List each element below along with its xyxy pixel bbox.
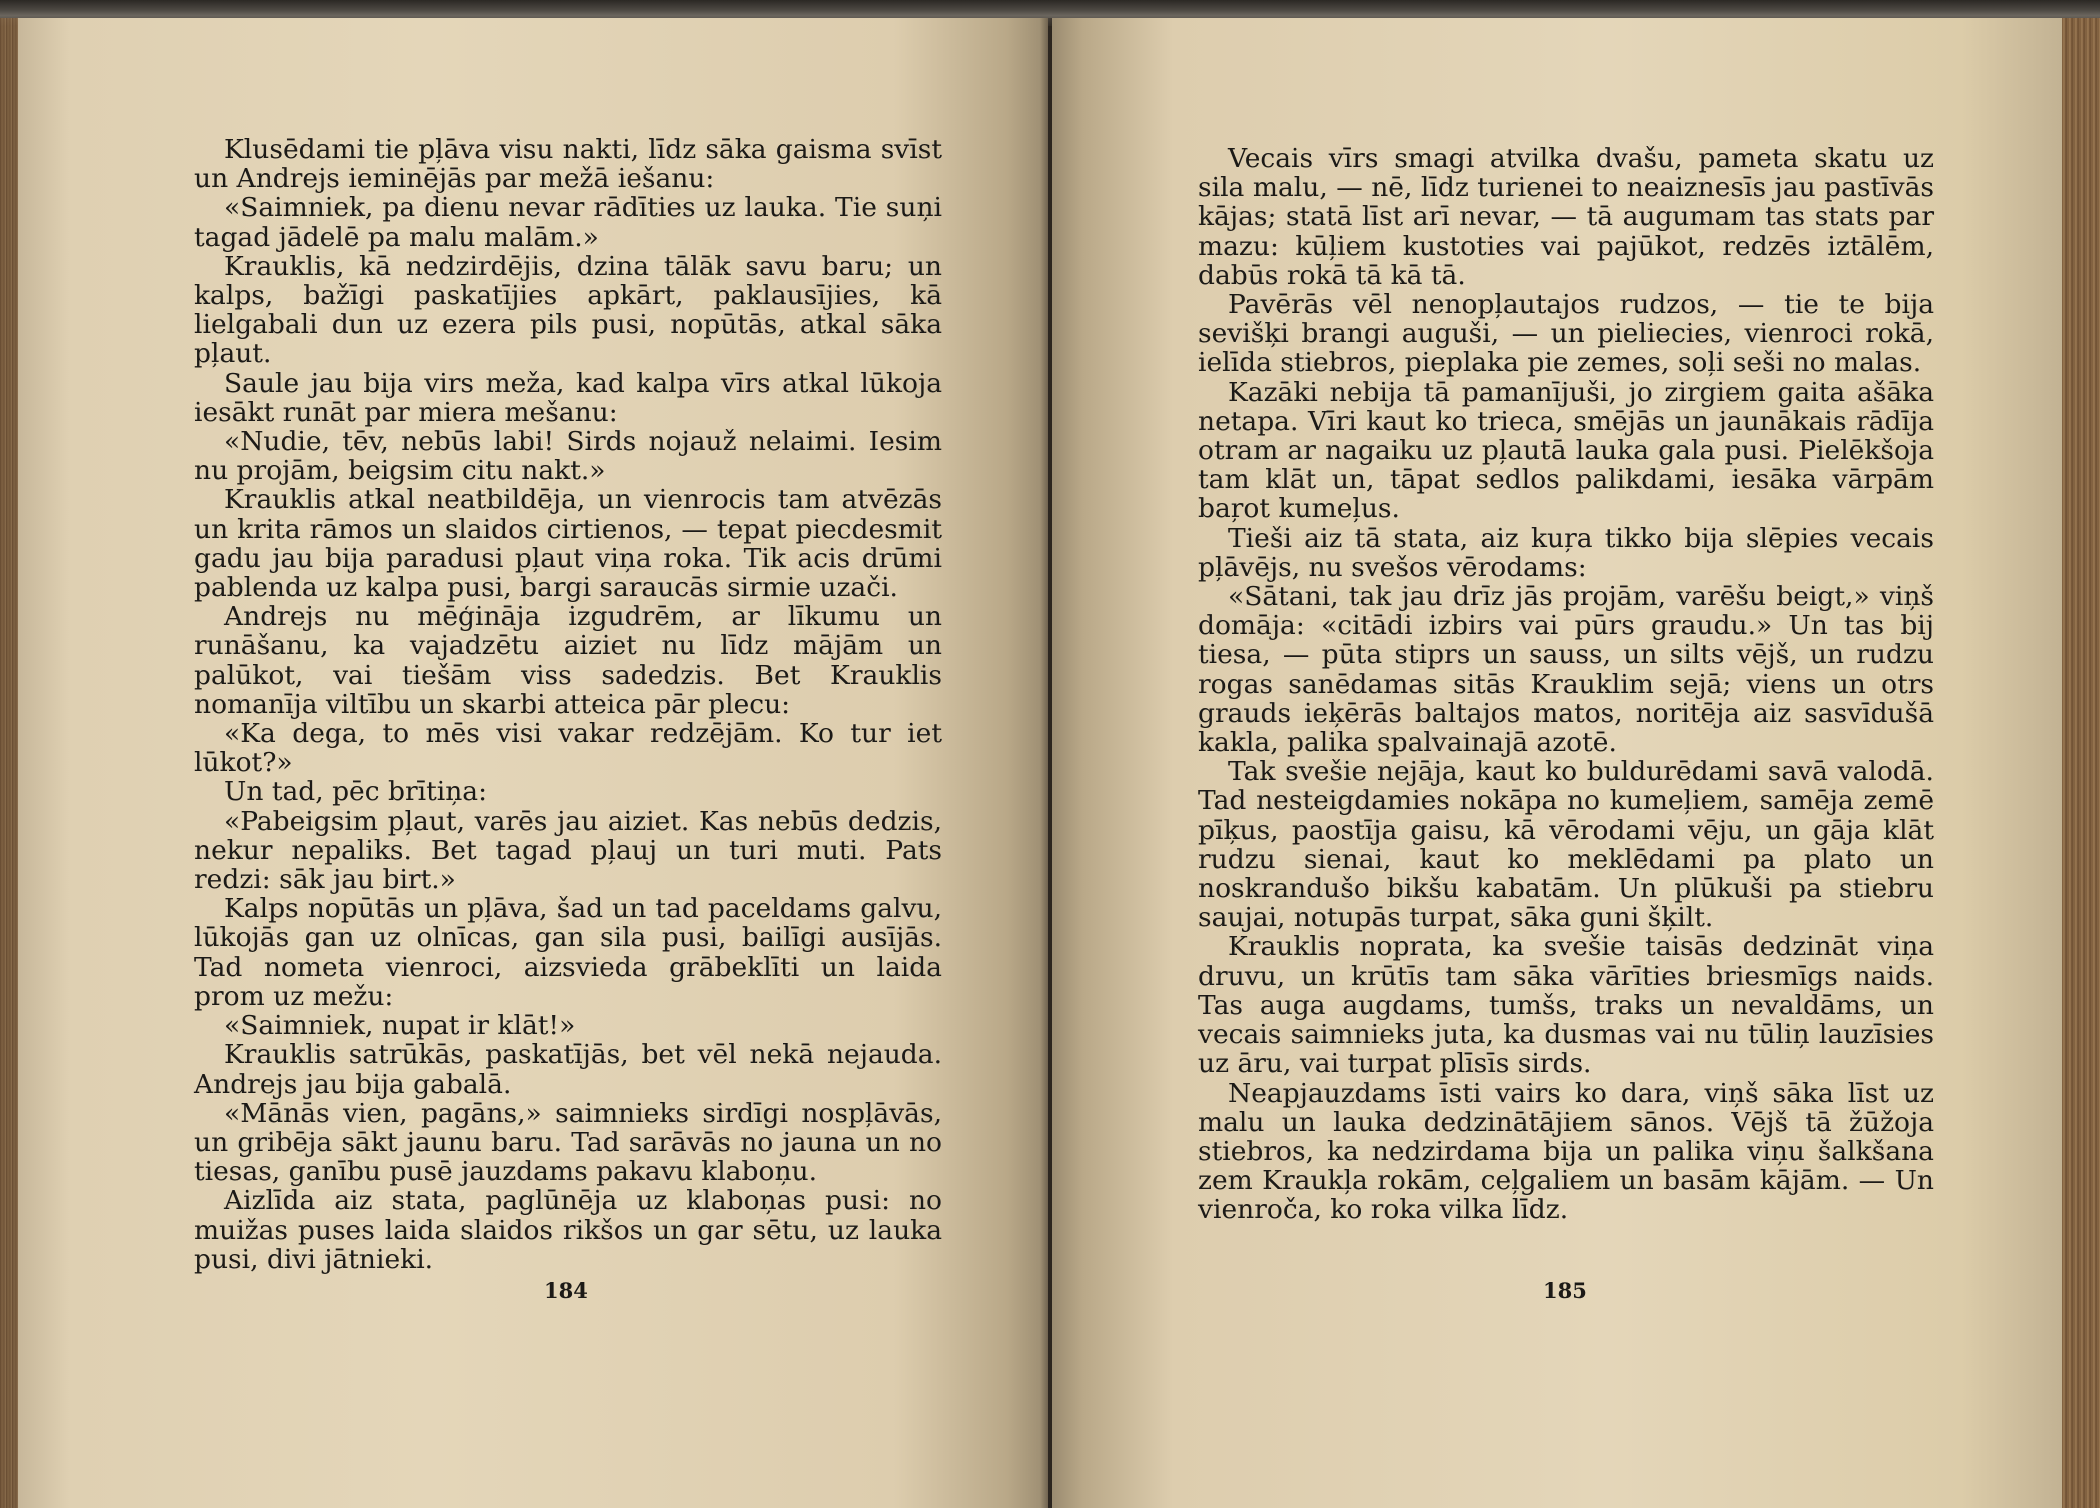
paragraph: Klusēdami tie pļāva visu nakti, līdz sāka gaisma svīst un Andrejs ieminējās par mežā iešanu: xyxy=(194,134,942,195)
right-page xyxy=(1052,18,2062,1508)
paragraph: Aizlīda aiz stata, paglūnēja uz klaboņas pusi: no muižas puses laida slaidos rikšos un gar sētu, uz lauka pusi, divi jātnieki. xyxy=(194,1185,942,1275)
paragraph: Un tad, pēc brītiņa: xyxy=(224,776,488,808)
paragraph: «Saimniek, pa dienu nevar rādīties uz lauka. Tie suņi tagad jādelē pa malu malām.» xyxy=(194,192,942,253)
paragraph: Pavērās vēl nenopļautajos rudzos, — tie te bija sevišķi brangi auguši, — un pieliecies, vienroci rokā, ielīda stiebros, pieplaka pie zemes, soļi seši no malas. xyxy=(1198,289,1934,379)
paragraph: «Sātani, tak jau drīz jās projām, varēšu beigt,» viņš domāja: «citādi izbirs vai pūrs graudu.» Un tas bij tiesa, — pūta stiprs un sauss, un silts vējš, un rudzu rogas sanēdamas sitās Krauklim sejā; viens un otrs grauds ieķērās baltajos matos, noritēja aiz sasvīdušā kakla, palika spalvainajā azotē. xyxy=(1198,581,1934,759)
paragraph: Kazāki nebija tā pamanījuši, jo zirgiem gaita ašāka netapa. Vīri kaut ko trieca, smējās un jaunākais rādīja otram ar nagaiku uz pļautā lauka gala pusi. Pielēkšoja tam klāt un, tāpat sedlos palikdami, iesāka vārpām baŗot kumeļus. xyxy=(1198,376,1934,525)
paragraph: Saule jau bija virs meža, kad kalpa vīrs atkal lūkoja iesākt runāt par miera mešanu: xyxy=(194,367,942,428)
paragraph: Tieši aiz tā stata, aiz kuŗa tikko bija slēpies vecais pļāvējs, nu svešos vērodams: xyxy=(1198,522,1934,583)
paragraph: Vecais vīrs smagi atvilka dvašu, pameta skatu uz sila malu, — nē, līdz turienei to neaiznesīs jau pastīvās kājas; statā līst arī nevar, — tā augumam tas stats par mazu: kūļiem kustoties vai pajūkot, redzēs iztālēm, dabūs rokā tā kā tā. xyxy=(1198,143,1934,291)
paragraph: Neapjauzdams īsti vairs ko dara, viņš sāka līst uz malu un lauka dedzinātājiem sānos. Vējš tā žūžoja stiebros, ka nedzirdama bija un palika viņu šalkšana zem Kraukļa rokām, ceļgaliem un basām kājām. — Un vienroča, ko roka vilka līdz. xyxy=(1198,1077,1934,1226)
page-number: 185 xyxy=(1543,1278,1587,1303)
left-page-text xyxy=(194,135,942,1274)
paragraph: Tak svešie nejāja, kaut ko buldurēdami savā valodā. Tad nesteigdamies nokāpa no kumeļiem, samēja zemē pīķus, paostīja gaisu, kā vērodami vēju, un gāja klāt rudzu sienai, kaut ko meklēdami pa plato un noskrandušo bikšu kabatām. Un plūkuši pa stiebru saujai, notupās turpat, sāka guni šķilt. xyxy=(1198,756,1934,934)
paragraph: «Ka dega, to mēs visi vakar redzējām. Ko tur iet lūkot?» xyxy=(194,718,942,779)
paragraph: «Pabeigsim pļaut, varēs jau aiziet. Kas nebūs dedzis, nekur nepaliks. Bet tagad pļauj un turi muti. Pats redzi: sāk jau birt.» xyxy=(194,805,942,896)
paragraph: Krauklis satrūkās, paskatījās, bet vēl nekā nejauda. Andrejs jau bija gabalā. xyxy=(194,1039,942,1100)
paragraph: Krauklis noprata, ka svešie taisās dedzināt viņa druvu, un krūtīs tam sāka vārīties briesmīgs naids. Tas auga augdams, tumšs, traks un nevaldāms, un vecais saimnieks juta, ka dusmas vai nu tūliņ lauzīsies uz āru, vai turpat plīsīs sirds. xyxy=(1198,931,1934,1080)
left-page xyxy=(18,18,1048,1508)
paragraph: «Mānās vien, pagāns,» saimnieks sirdīgi nospļāvās, un gribēja sākt jaunu baru. Tad sarāvās no jauna un no tiesas, ganību pusē jauzdams pakavu klaboņu. xyxy=(194,1097,942,1188)
paragraph: Andrejs nu mēģināja izgudrēm, ar līkumu un runāšanu, ka vajadzētu aiziet nu līdz mājām un palūkot, vai tiešām viss sadedzis. Bet Krauklis nomanīja viltību un skarbi atteica pār plecu: xyxy=(194,601,942,720)
paragraph: Krauklis, kā nedzirdējis, dzina tālāk savu baru; un kalps, bažīgi paskatījies apkārt, paklausījies, kā lielgabali dun uz ezera pils pusi, nopūtās, atkal sāka pļaut. xyxy=(194,250,942,370)
paragraph: Krauklis atkal neatbildēja, un vienrocis tam atvēzās un krita rāmos un slaidos cirtienos, — tepat piecdesmit gadu jau bija paradusi pļaut viņa roka. Tik acis drūmi pablenda uz kalpa pusi, bargi saraucās sirmie uzači. xyxy=(194,484,942,604)
page-number: 184 xyxy=(544,1278,588,1303)
paragraph: Kalps nopūtās un pļāva, šad un tad paceldams galvu, lūkojās gan uz olnīcas, gan sila pusi, bailīgi ausījās. Tad nometa vienroci, aizsvieda grābeklīti un laida prom uz mežu: xyxy=(194,893,942,1012)
right-page-text xyxy=(1198,144,1934,1225)
paragraph: «Nudie, tēv, nebūs labi! Sirds nojauž nelaimi. Iesim nu projām, beigsim citu nakt.» xyxy=(194,426,942,487)
right-page-edges xyxy=(2062,18,2100,1508)
paragraph: «Saimniek, nupat ir klāt!» xyxy=(224,1010,576,1042)
